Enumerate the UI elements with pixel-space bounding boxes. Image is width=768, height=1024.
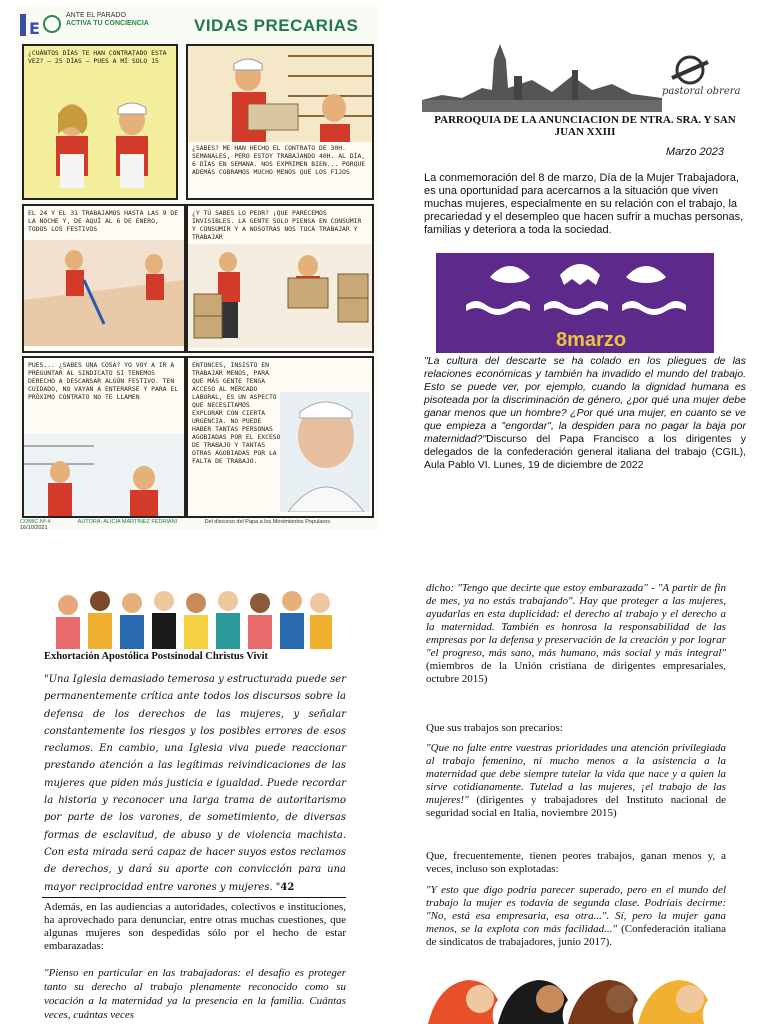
paragraph: Que, frecuentemente, tienen peores trabajos, ganan menos y, a veces, incluso son explotadas:: [426, 850, 726, 875]
comic-header: [16, 4, 378, 48]
comic-panel-1: [22, 44, 178, 200]
quote-text: "Que no falte entre vuestras prioridades una atención privilegiada al trabajo femenino, ni mucho menos a la asistencia a la maternidad que debe siempre tutelar la vida que nace y a quien la sirve cotidianamente. Tutelad a las mujeres, ¡el trabajo de las mujeres!": [426, 742, 726, 806]
christus-vivit-section: [40, 575, 350, 1024]
continuation-column: [422, 578, 732, 1024]
campaign-logo-icon: [18, 8, 62, 42]
paragraph-number: 42: [280, 881, 295, 893]
panel-caption: EL 24 Y EL 31 TRABAJAMOS HASTA LAS 9 DE LA NOCHE Y, DE AQUÍ AL 6 DE ENERO, TODOS LOS FESTIVOS: [28, 209, 179, 233]
svg-text:E: E: [29, 19, 40, 38]
quote-paragraph: "Pienso en particular en las trabajadoras: el desafío es proteger tanto su derecho al trabajo plenamente reconocido como su vocación a la maternidad ya la presencia en la familia. Cuántas veces, cuántas veces: [44, 967, 346, 1021]
intro-paragraph: La conmemoración del 8 de marzo, Día de la Mujer Trabajadora, es una oportunidad para acercarnos a la situación que viven muchas mujeres, especialmente en su relación con el trabajo, la precariedad y el desempleo que hacen sufrir a muchas personas, familias y deteriora a toda la sociedad.: [424, 172, 744, 236]
quote-paragraph-1: [426, 582, 726, 686]
bulletin-date: Marzo 2023: [665, 146, 724, 158]
quote-text: "Una Iglesia demasiado temerosa y estructurada puede ser permanentemente crítica ante todos los discursos sobre la defensa de los derechos de las mujeres, y señalar constantemente los riesgos y los posibles errores de esos reclamos. En cambio, una Iglesia viva puede reaccionar prestando atención a las legítimas reivindicaciones de las mujeres que piden más justicia e igualdad. Puede recordar la historia y reconocer una larga trama de autoritarismo por parte de los varones, de sometimiento, de diversas formas de esclavitud, de abuso y de violencia machista. Con esta mirada será capaz de hacer suyos estos reclamos de derechos, y dará su aporte con convicción para una mayor reciprocidad entre varones y mujeres. ": [44, 674, 346, 893]
pope-cgil-quote: [424, 355, 746, 472]
section-title: Exhortación Apostólica Postsinodal Christus Vivit: [44, 651, 269, 662]
logo-line-1: ANTE EL PARADO: [66, 12, 126, 19]
panel-caption: ¿SABES? ME HAN HECHO EL CONTRATO DE 30H. SEMANALES, PERO ESTOY TRABAJANDO 40H. AL DÍA, 6 DÍAS EN SEMANA. NOS EXPRIMEN BIEN... PORQUE ADEMÁS COBRAMOS MUCHO MENOS QUE LOS FIJOS: [192, 144, 366, 176]
carrying-boxes-illustration: [188, 244, 372, 348]
comic-number: COMIC Nº 4: [20, 519, 51, 525]
diverse-women-illustration: [48, 579, 338, 649]
comic-panel-6: [186, 356, 374, 518]
two-workers-illustration: [34, 98, 166, 194]
comic-panel-2: [186, 44, 374, 200]
christus-vivit-quote: [44, 671, 346, 896]
poster-label: 8marzo: [556, 329, 627, 351]
supermarket-illustration: [24, 434, 184, 516]
campaign-logo: [66, 12, 186, 28]
comic-author: AUTORA: ALICIA MARTÍNEZ FEDRIANI: [77, 519, 178, 525]
comic-panel-4: [186, 204, 374, 353]
paragraph: Que sus trabajos son precarios:: [426, 722, 563, 734]
parish-bulletin: [400, 0, 768, 530]
quote-text: "Y esto que digo podría parecer superado, pero en el mundo del trabajo la mujer es todavía de segunda clase. Podríais decirme: "No, está esa empresaria, esa otra...". Sí, pero la mujer gana menos, se la explota con más facilidad...": [426, 884, 726, 935]
parish-name: PARROQUIA DE LA ANUNCIACION DE NTRA. SRA. Y SAN JUAN XXIII: [434, 114, 736, 138]
divider: [42, 897, 346, 898]
quote-source: Discurso del Papa Francisco a los dirigentes y delegados de la confederación general italiana del trabajo (CGIL), Aula Pablo VI. Lunes, 19 de diciembre de 2022: [424, 433, 746, 471]
comic-title: VIDAS PRECARIAS: [194, 16, 359, 35]
mopping-floor-illustration: [24, 240, 184, 346]
quote-source: (Confederación italiana de sindicatos de trabajadores, junio 2017).: [426, 923, 726, 948]
quote-paragraph-2: [426, 742, 726, 820]
shop-shelves-illustration: [188, 46, 372, 142]
paragraph: Además, en las audiencias a autoridades, colectivos e instituciones, ha aprovechado para denunciar, entre otras muchas cuestiones, que algunas mujeres son despedidas sólo por el hecho de estar embarazadas:: [44, 901, 346, 952]
logo-line-2: ACTIVA TU CONCIENCIA: [66, 20, 149, 27]
comic-panel-5: [22, 356, 186, 518]
quote-text: dicho: "Tengo que decirte que estoy embarazada" - "A partir de fin de mes, ya no estás trabajando". Hay que proteger a las mujeres, ayudarlas en esta duplicidad: el derecho al trabajo y el derecho a la maternidad. También es honrosa la responsabilidad de las empresas por la defensa y preservación de la creación y por lograr "el progreso, más sano, más humano, más social y más integral": [426, 582, 726, 659]
comic-footer: [20, 519, 376, 530]
pope-portrait-illustration: [280, 392, 370, 512]
comic-vidas-precarias: [16, 4, 378, 530]
quote-source: (dirigentes y trabajadores del Instituto nacional de seguridad social en Italia, noviembre 2015): [426, 794, 726, 819]
panel-caption: ¿Y TÚ SABES LO PEOR? ¡QUE PARECEMOS INVISIBLES. LA GENTE SOLO PIENSA EN CONSUMIR Y CONSUMIR Y A NOSOTRAS NOS TOCA TRABAJAR Y TRABAJAR: [192, 209, 362, 241]
brand-label: pastoral obrera: [662, 86, 741, 97]
panel-caption: ENTONCES, INSISTO EN TRABAJAR MENOS, PARA QUE MÁS GENTE TENGA ACCESO AL MERCADO LABORAL, ES UN ASPECTO QUE NECESITAMOS EXPLORAR CON CIERTA URGENCIA. NO PUEDE HABER TANTAS PERSONAS AGOBIADAS POR EL EXCESO DE TRABAJO Y TANTAS OTRAS AGOBIADAS POR LA FALTA DE TRABAJO.: [192, 361, 281, 465]
panel-caption: PUES... ¿SABES UNA COSA? YO VOY A IR A PREGUNTAR AL SINDICATO SI TENEMOS DERECHO A DESCANSAR ALGÚN FESTIVO. TEN CUIDADO, NO VAYAN A ENTERARSE Y PARA EL PRÓXIMO CONTRATO NO TE LLAMEN: [28, 361, 179, 401]
march-8-poster: [436, 253, 714, 353]
quote-source: (miembros de la Unión cristiana de dirigentes empresariales, octubre 2015): [426, 660, 726, 685]
pastoral-obrera-logo-icon: [668, 54, 718, 88]
quote-paragraph-3: [426, 884, 726, 949]
quote-text: "La cultura del descarte se ha colado en los pliegues de las relaciones económicas y también ha invadido el mundo del trabajo. Esto se puede ver, por ejemplo, cuando la dignidad humana es pisoteada por la discriminación de género, ¿por qué una mujer debe ganar menos que un hombre? ¿Por qué una mujer, en cuanto se ve que empieza a "engordar", la despiden para no pagar la baja por maternidad?": [424, 355, 746, 445]
comic-source: Del discurso del Papa a los Movimientos Populares 16/10/2021: [20, 519, 330, 530]
comic-panel-3: [22, 204, 186, 353]
women-profiles-illustration: [428, 971, 718, 1024]
panel-caption: ¿CUÁNTOS DÍAS TE HAN CONTRATADO ESTA VEZ? — 25 DÍAS — PUES A MÍ SOLO 15: [28, 49, 167, 65]
